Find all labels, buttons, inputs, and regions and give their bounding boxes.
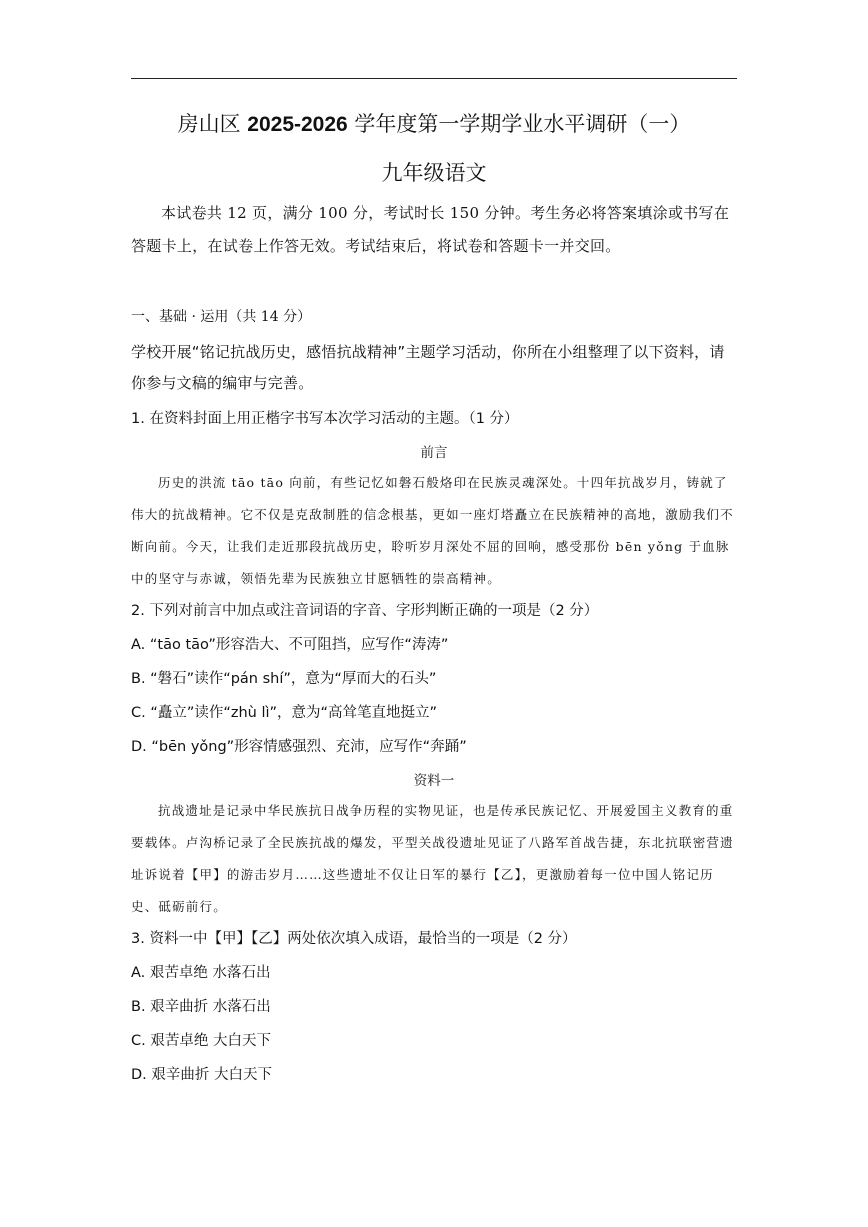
question-3-option-d: D. 艰辛曲折 大白天下 [131,1067,272,1083]
material-1-passage: 抗战遗址是记录中华民族抗日战争历程的实物见证，也是传承民族记忆、开展爱国主义教育的重要载体。卢沟桥记录了全民族抗战的爆发，平型关战役遗址见证了八路军首战告捷，东北抗联密营遗址诉说着【甲】的游击岁月……这些遗址不仅让日军的暴行【乙】，更激励着每一位中国人铭记历史、砥砺前行。 [131,803,734,914]
exam-title [131,110,737,139]
preface-heading: 前言 [420,445,448,461]
question-2-option-d: D. “bēn yǒng”形容情感强烈、充沛，应写作“奔踊” [131,739,467,755]
page-content [131,110,737,1085]
material-1-heading: 资料一 [413,773,455,789]
question-3-option-b: B. 艰辛曲折 水落石出 [131,999,271,1015]
header-rule [131,78,737,79]
question-2: 2. 下列对前言中加点或注音词语的字音、字形判断正确的一项是（2 分） [131,603,599,619]
question-3-option-c: C. 艰苦卓绝 大白天下 [131,1033,271,1049]
exam-subtitle: 九年级语文 [381,161,487,185]
question-2-option-a: A. “tāo tāo”形容浩大、不可阻挡，应写作“涛涛” [131,637,449,653]
title-suffix: 学年度第一学期学业水平调研（一） [347,112,691,136]
section-lead: 学校开展“铭记抗战历史，感悟抗战精神”主题学习活动，你所在小组整理了以下资料，请你参与文稿的编审与完善。 [131,343,725,392]
question-3-option-a: A. 艰苦卓绝 水落石出 [131,965,271,981]
question-2-option-b: B. “磐石”读作“pán shí”，意为“厚而大的石头” [131,671,437,687]
section-heading: 一、基础 · 运用（共 14 分） [131,309,312,325]
question-1: 1. 在资料封面上用正楷字书写本次学习活动的主题。（1 分） [131,411,519,427]
question-2-option-c: C. “矗立”读作“zhù lì”，意为“高耸笔直地挺立” [131,705,438,721]
exam-instructions: 本试卷共 12 页，满分 100 分，考试时长 150 分钟。考生务必将答案填涂或书写在答题卡上，在试卷上作答无效。考试结束后，将试卷和答题卡一并交回。 [131,204,730,255]
title-prefix: 房山区 [177,112,248,136]
question-2-options [131,635,737,757]
preface-passage: 历史的洪流 tāo tāo 向前，有些记忆如磐石般烙印在民族灵魂深处。十四年抗战岁月，铸就了伟大的抗战精神。它不仅是克敌制胜的信念根基，更如一座灯塔矗立在民族精神的高地，激励我们不断向前。今天，让我们走近那段抗战历史，聆听岁月深处不屈的回响，感受那份 bēn yǒng 于血脉中的坚守与赤诚，领悟先辈为民族独立甘愿牺牲的崇高精神。 [131,475,734,586]
title-year: 2025-2026 [247,113,348,136]
question-3-options [131,963,737,1085]
question-3: 3. 资料一中【甲】【乙】两处依次填入成语，最恰当的一项是（2 分） [131,931,577,947]
